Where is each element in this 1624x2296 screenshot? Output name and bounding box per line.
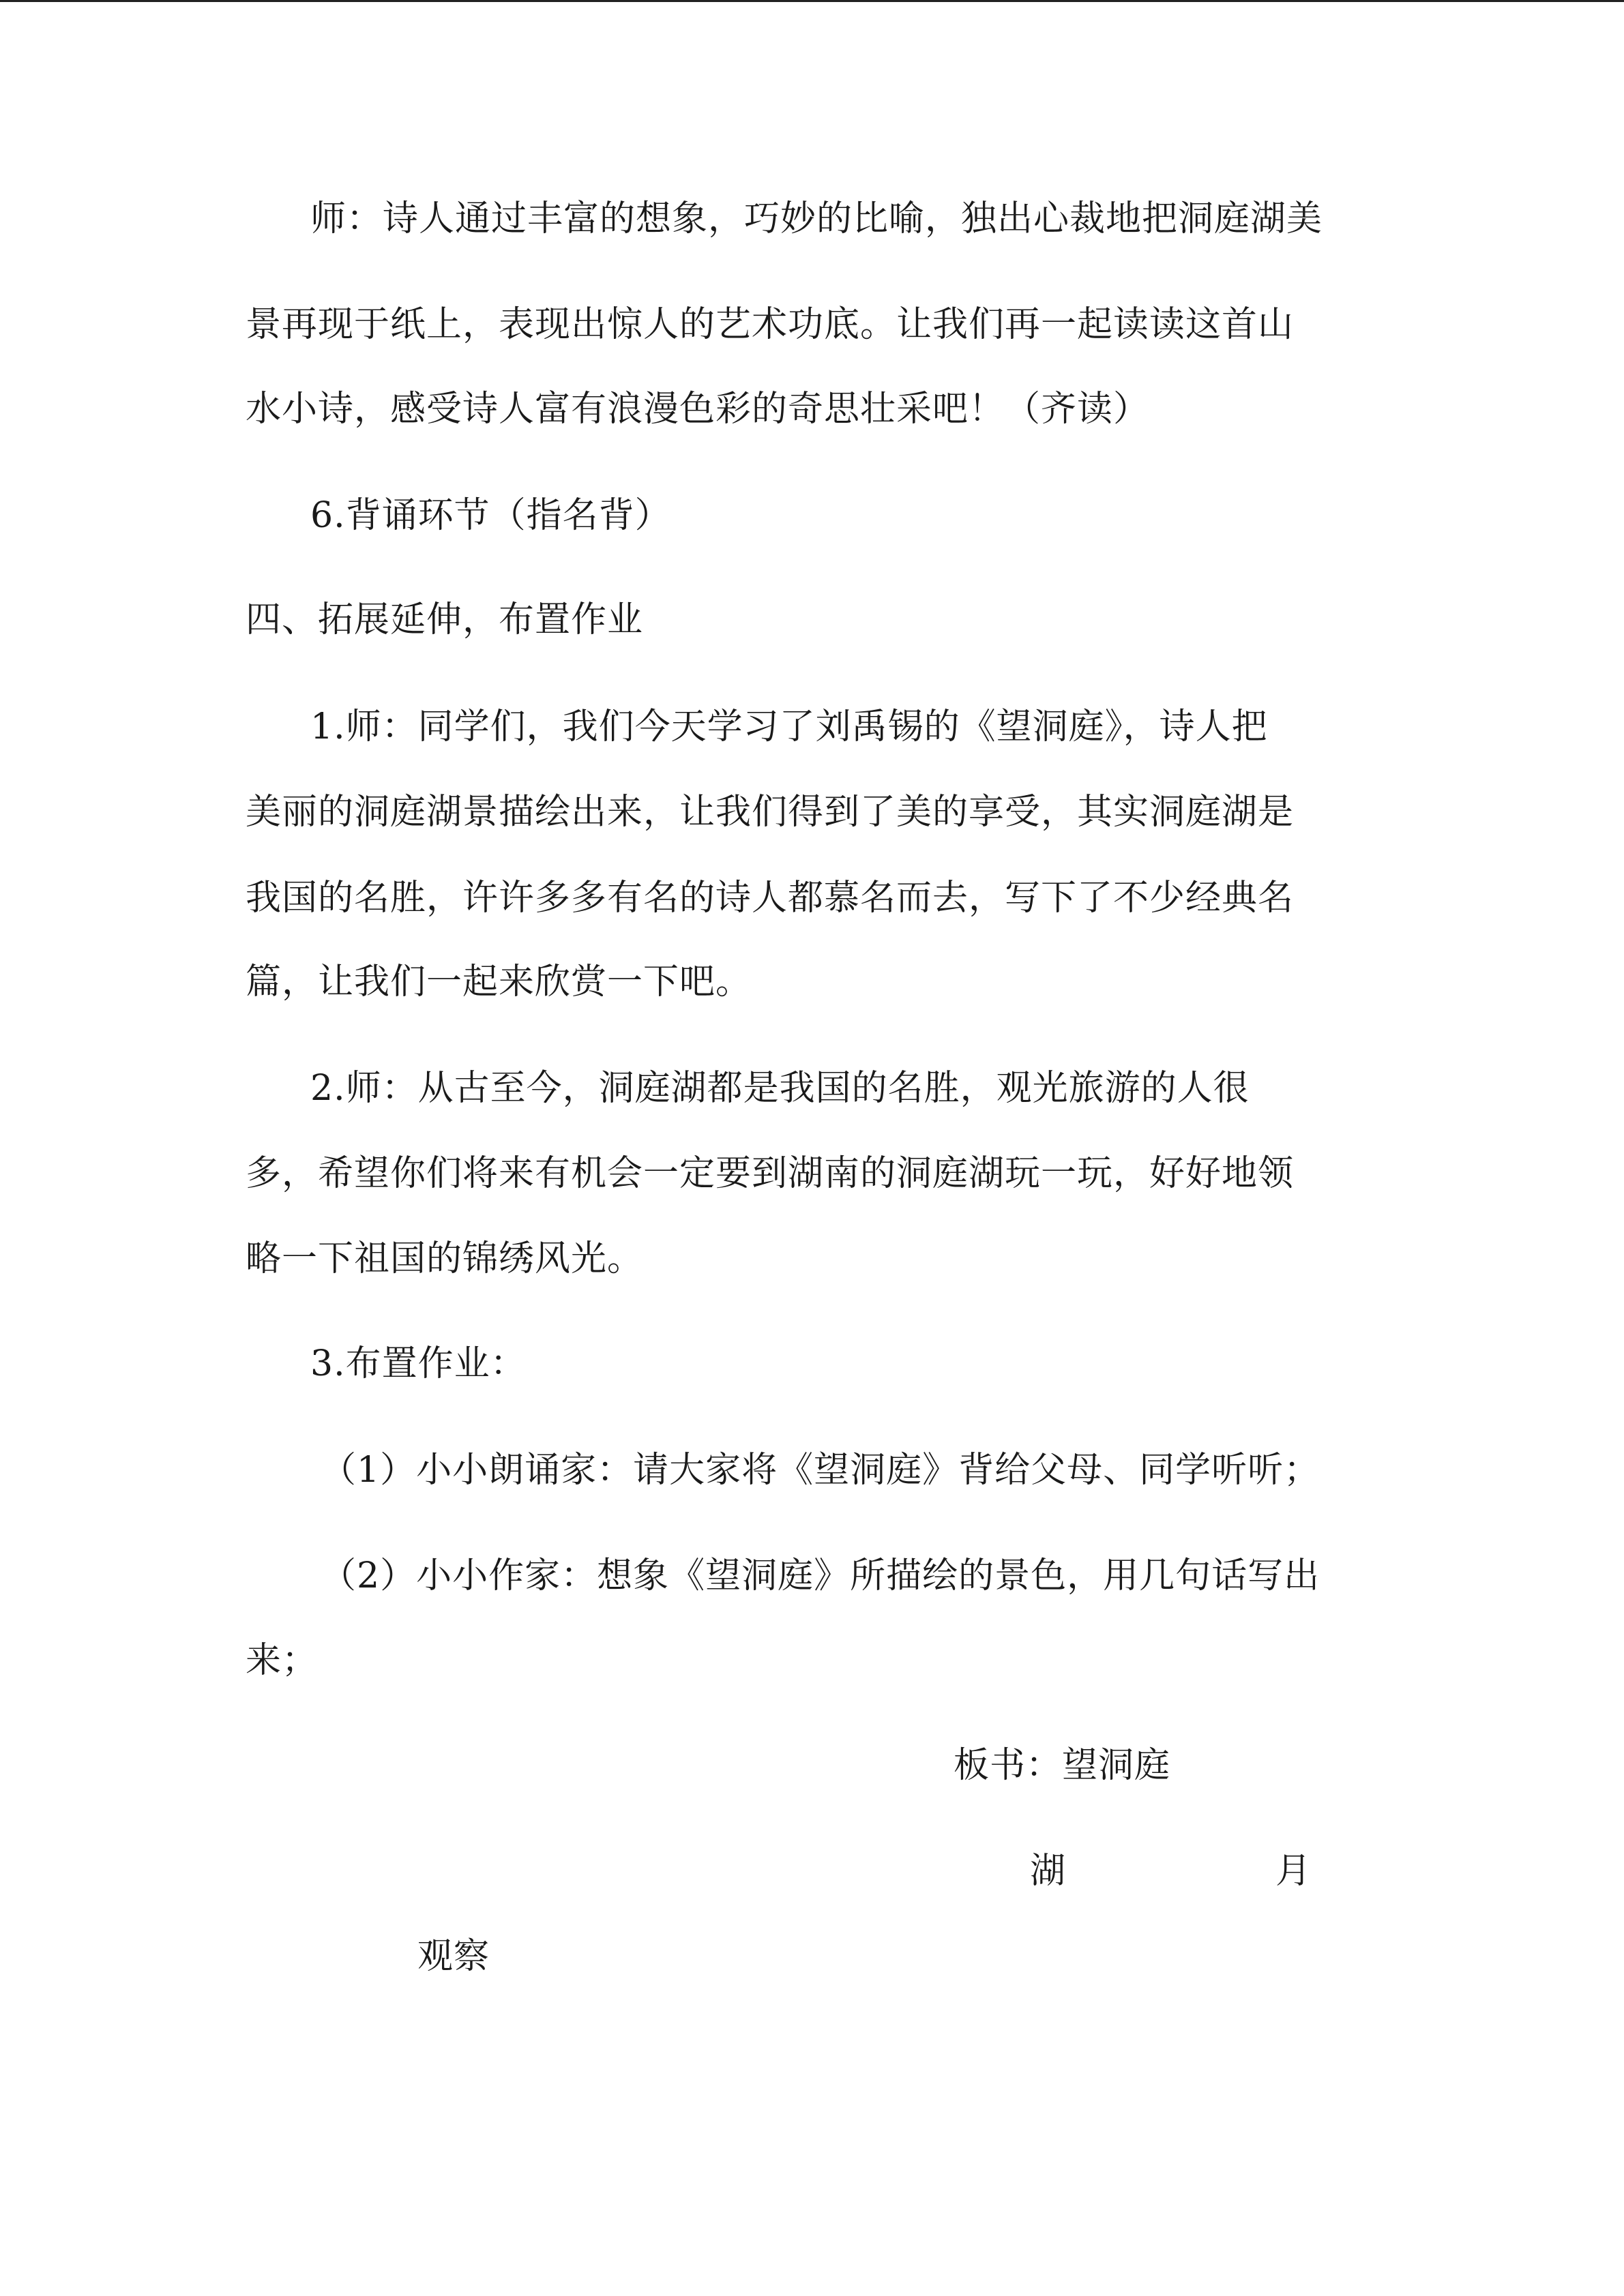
section-heading-extension: 四、拓展延伸，布置作业 [246, 599, 644, 640]
paragraph-2-line-4: 篇，让我们一起来欣赏一下吧。 [246, 961, 752, 1002]
paragraph-1-line-3: 水小诗，感受诗人富有浪漫色彩的奇思壮采吧！（齐读） [246, 389, 1150, 430]
paragraph-2-line-2: 美丽的洞庭湖景描绘出来，让我们得到了美的享受，其实洞庭湖是 [246, 792, 1295, 833]
blackboard-word-lake: 湖 [1030, 1851, 1067, 1892]
paragraph-2-line-1: 1.师：同学们，我们今天学习了刘禹锡的《望洞庭》，诗人把 [310, 706, 1268, 747]
paragraph-3-line-1: 2.师：从古至今，洞庭湖都是我国的名胜，观光旅游的人很 [310, 1068, 1250, 1109]
homework-item-2-line-2: 来； [246, 1640, 319, 1681]
section-homework: 3.布置作业： [310, 1343, 527, 1384]
paragraph-3-line-3: 略一下祖国的锦绣风光。 [246, 1238, 644, 1279]
blackboard-title: 板书：望洞庭 [954, 1745, 1171, 1786]
paragraph-2-line-3: 我国的名胜，许许多多有名的诗人都慕名而去，写下了不少经典名 [246, 878, 1295, 919]
homework-item-2-line-1: （2）小小作家：想象《望洞庭》所描绘的景色，用几句话写出 [321, 1555, 1320, 1596]
blackboard-word-observe: 观察 [417, 1936, 490, 1977]
blackboard-word-moon: 月 [1275, 1851, 1312, 1892]
paragraph-3-line-2: 多，希望你们将来有机会一定要到湖南的洞庭湖玩一玩，好好地领 [246, 1153, 1295, 1194]
homework-item-1: （1）小小朗诵家：请大家将《望洞庭》背给父母、同学听听； [321, 1450, 1320, 1491]
page-top-border [0, 0, 1624, 2]
paragraph-1-line-1: 师：诗人通过丰富的想象，巧妙的比喻，独出心裁地把洞庭湖美 [310, 198, 1323, 239]
paragraph-1-line-2: 景再现于纸上，表现出惊人的艺术功底。让我们再一起读读这首山 [246, 304, 1295, 345]
section-recitation: 6.背诵环节（指名背） [310, 495, 671, 536]
